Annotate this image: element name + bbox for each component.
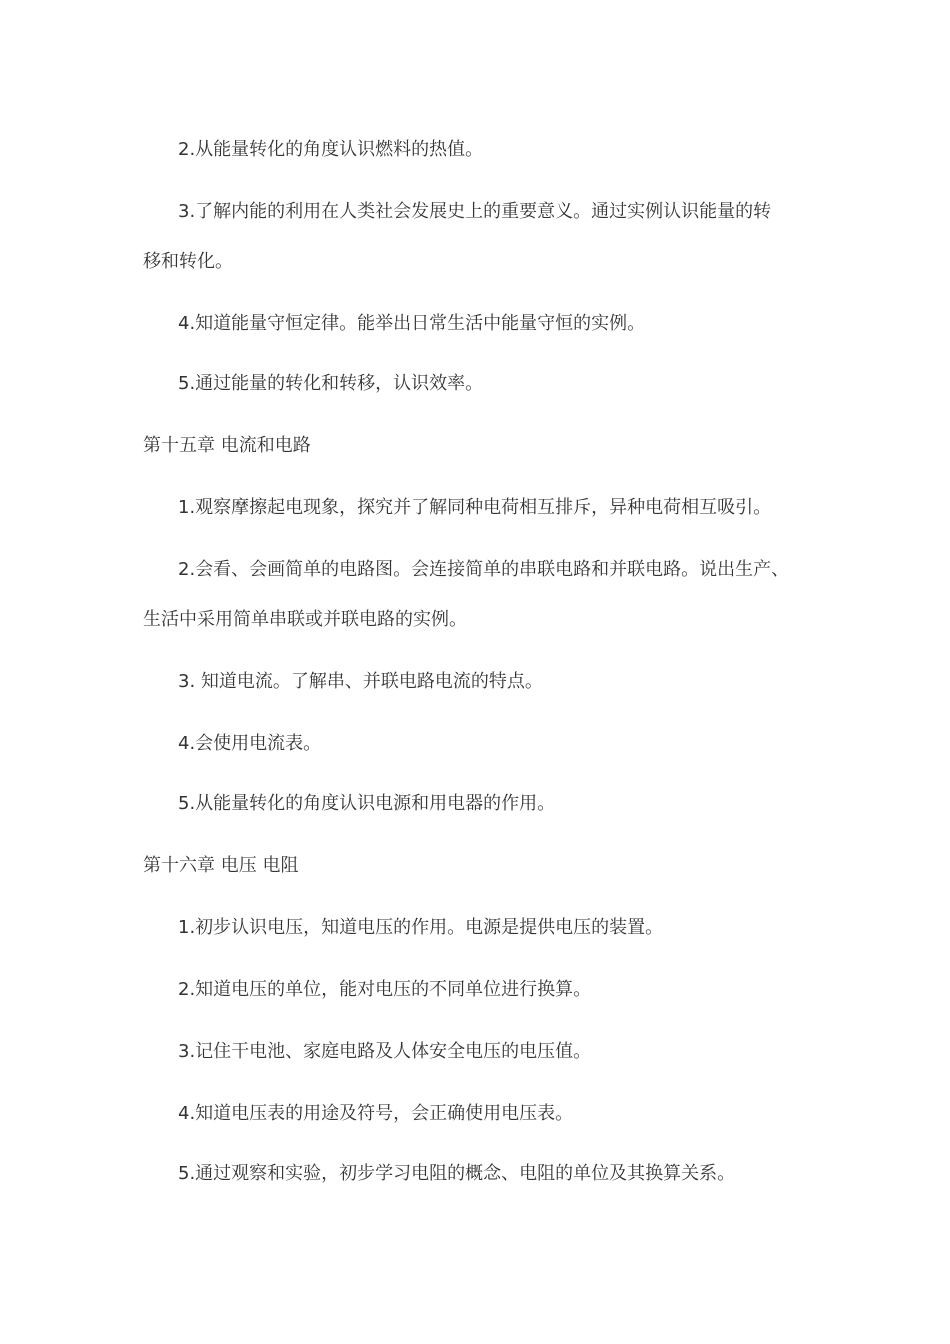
paragraph-line: 3.了解内能的利用在人类社会发展史上的重要意义。通过实例认识能量的转 [178, 201, 772, 222]
paragraph-line: 2.会看、会画简单的电路图。会连接简单的串联电路和并联电路。说出生产、 [178, 559, 790, 580]
paragraph-line: 4.知道电压表的用途及符号，会正确使用电压表。 [178, 1103, 574, 1124]
paragraph-line: 2.从能量转化的角度认识燃料的热值。 [178, 139, 484, 160]
paragraph-line: 5.通过观察和实验，初步学习电阻的概念、电阻的单位及其换算关系。 [178, 1163, 736, 1184]
paragraph-line: 4.知道能量守恒定律。能举出日常生活中能量守恒的实例。 [178, 313, 646, 334]
paragraph-line: 5.通过能量的转化和转移，认识效率。 [178, 373, 484, 394]
paragraph-line: 生活中采用简单串联或并联电路的实例。 [143, 609, 467, 630]
chapter-heading: 第十六章 电压 电阻 [143, 855, 299, 876]
paragraph-line: 1.初步认识电压，知道电压的作用。电源是提供电压的装置。 [178, 917, 664, 938]
paragraph-line: 3. 知道电流。了解串、并联电路电流的特点。 [178, 671, 543, 692]
paragraph-line: 移和转化。 [143, 251, 233, 272]
paragraph-line: 3.记住干电池、家庭电路及人体安全电压的电压值。 [178, 1041, 592, 1062]
chapter-heading: 第十五章 电流和电路 [143, 435, 311, 456]
paragraph-line: 4.会使用电流表。 [178, 733, 322, 754]
paragraph-line: 1.观察摩擦起电现象，探究并了解同种电荷相互排斥，异种电荷相互吸引。 [178, 497, 772, 518]
paragraph-line: 5.从能量转化的角度认识电源和用电器的作用。 [178, 793, 556, 814]
paragraph-line: 2.知道电压的单位，能对电压的不同单位进行换算。 [178, 979, 592, 1000]
